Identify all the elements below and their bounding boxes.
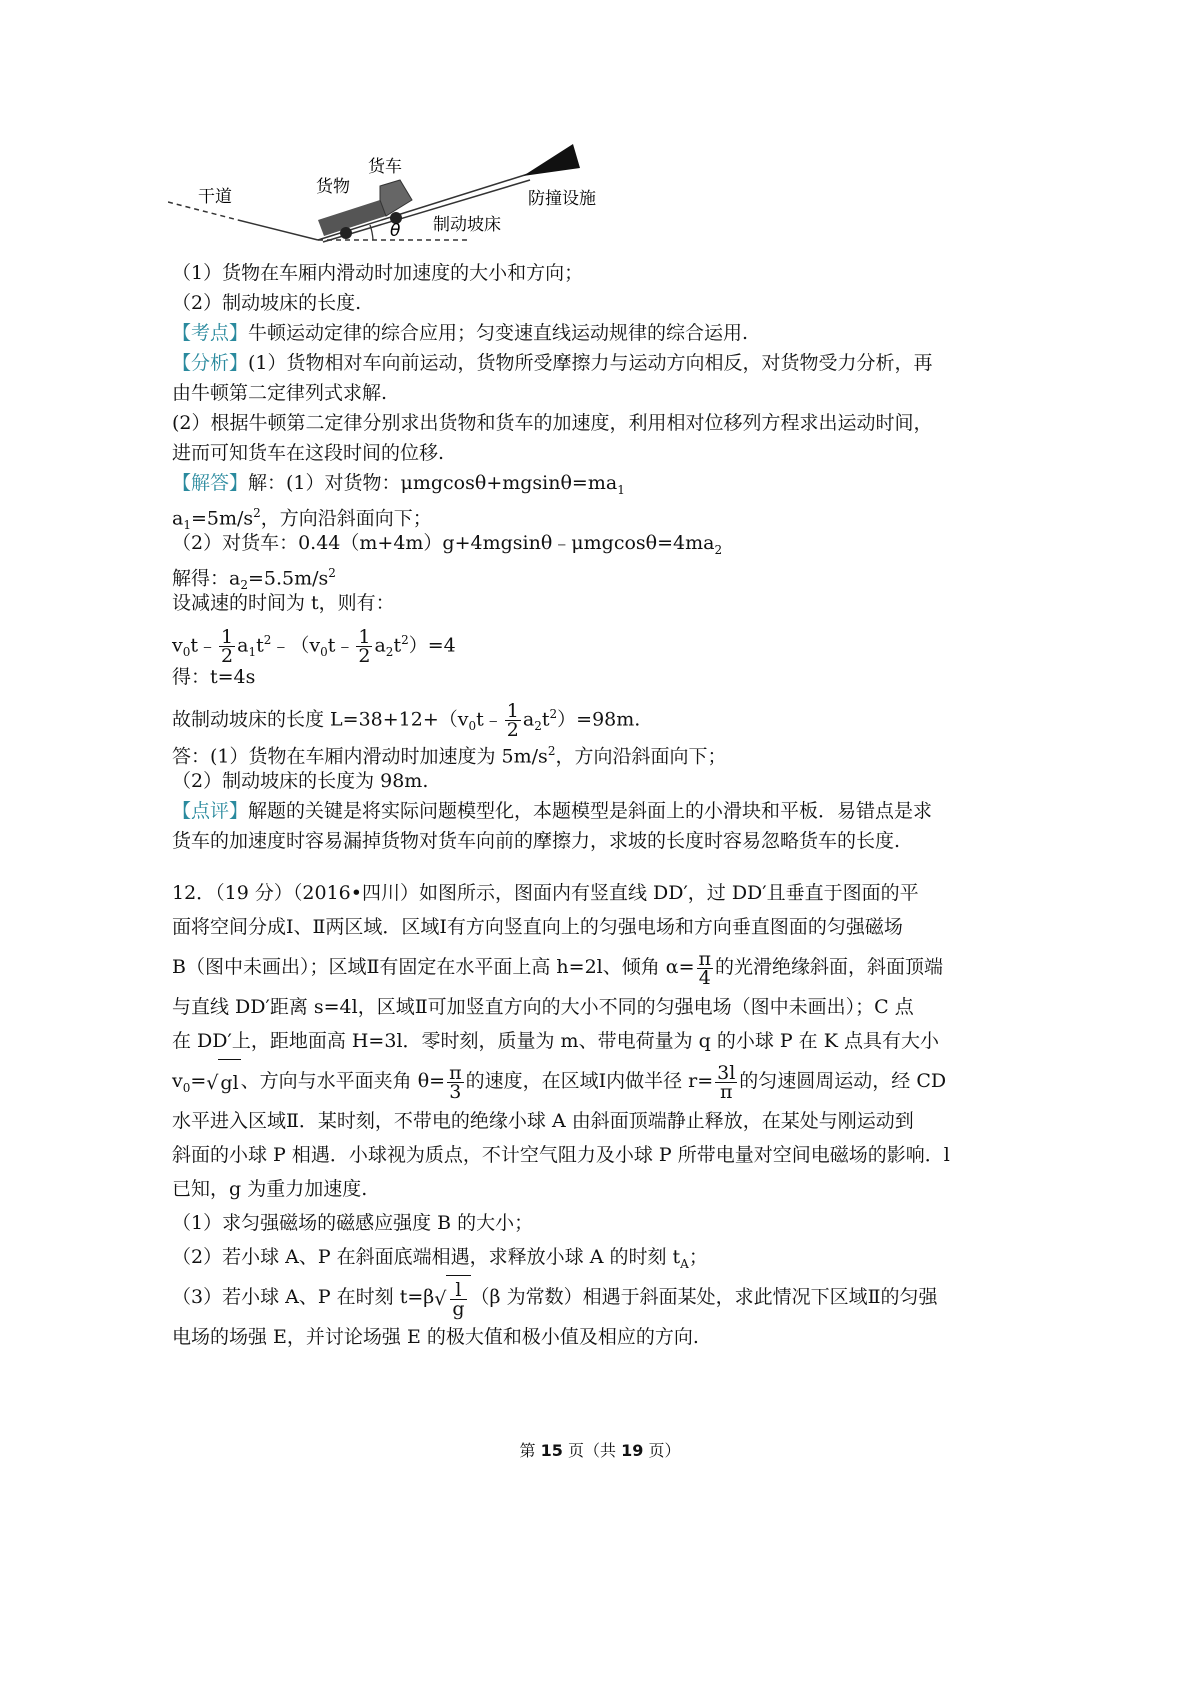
q12-line-7: 水平进入区域Ⅱ．某时刻，不带电的绝缘小球 A 由斜面顶端静止释放，在某处与刚运动到 <box>172 1110 914 1132</box>
a1-value: =5m/s <box>190 507 254 530</box>
jieda-line-1 <box>172 468 1032 498</box>
q12-l3b: 的光滑绝缘斜面，斜面顶端 <box>715 956 944 978</box>
equation-tail: =4 <box>427 634 456 657</box>
jiede-sub: 2 <box>240 578 248 593</box>
length-frac-denominator: 2 <box>506 718 519 741</box>
a1-sup: 2 <box>253 506 261 520</box>
v0-radicand: gl <box>218 1059 240 1106</box>
label-road: 干道 <box>198 187 232 207</box>
theta-frac <box>447 1061 464 1103</box>
kaodian-text: 牛顿运动定律的综合应用；匀变速直线运动规律的综合运用. <box>248 322 749 344</box>
set-t-line: 设减速的时间为 t，则有： <box>172 592 395 614</box>
equation-frac-2 <box>356 625 372 667</box>
label-cargo: 货物 <box>316 177 350 197</box>
q12-s2a: （2）若小球 A、P 在斜面底端相遇，求释放小球 A 的时刻 t <box>172 1246 681 1268</box>
label-truck: 货车 <box>368 157 402 177</box>
q12-l6-eq: = <box>190 1070 207 1092</box>
q12-line-3 <box>172 944 1032 990</box>
alpha-frac-denominator: 4 <box>698 966 711 989</box>
fenxi-line-2: 由牛顿第二定律列式求解. <box>172 382 388 404</box>
q12-line-9: 已知，g 为重力加速度. <box>172 1178 368 1200</box>
equation-line: $v_0t﹣$ $\frac{1}{2}$ $a_1t^2﹣(v_0t﹣$ $\frac{1}{2}$ $a_2t^2)=4$ <box>172 625 456 667</box>
q12-sub-3 <box>172 1274 1032 1320</box>
truck-wheel-rear <box>340 227 352 239</box>
frac-1-denominator: 2 <box>221 644 234 667</box>
footer-mid: 页（共 <box>567 1441 616 1460</box>
barrier-shape <box>523 144 580 176</box>
q12-sub-1: （1）求匀强磁场的磁感应强度 B 的大小； <box>172 1212 534 1234</box>
time-sqrt: √ $\frac{l}{g}$ <box>434 1275 470 1322</box>
fenxi-tag: 【分析】 <box>172 352 249 374</box>
label-ramp: 制动坡床 <box>433 215 501 235</box>
solution-content <box>172 258 1032 1354</box>
question-part-2: （2）制动坡床的长度. <box>172 292 362 314</box>
answer-text-1b: ，方向沿斜面向下； <box>555 745 727 768</box>
footer-page-number: 15 <box>540 1441 563 1460</box>
q12-sub-4: 电场的场强 E，并讨论场强 E 的极大值和极小值及相应的方向. <box>172 1326 699 1348</box>
jieda-text-2: （2）对货车：0.44（m+4m）g+4mgsinθ﹣μmgcosθ=4ma <box>172 532 715 554</box>
length-text: 故制动坡床的长度 L=38+12+（v <box>172 708 469 731</box>
jieda-text-1: 解：(1）对货物：μmgcosθ+mgsinθ=ma <box>248 472 618 494</box>
question-part-1: （1）货物在车厢内滑动时加速度的大小和方向； <box>172 262 584 284</box>
page-footer <box>0 1438 1200 1461</box>
kaodian-line <box>172 318 1032 348</box>
dianping-line-1 <box>172 796 1032 826</box>
theta-frac-denominator: 3 <box>449 1080 462 1103</box>
q12-line-1: 12．（19 分）（2016•四川）如图所示，图面内有竖直线 DD′，过 DD′且垂直于图面的平 <box>172 882 919 904</box>
frac-2-denominator: 2 <box>358 644 371 667</box>
answer-line-1 <box>172 736 1032 766</box>
road-line <box>238 220 318 240</box>
kaodian-tag: 【考点】 <box>172 322 249 344</box>
dianping-tag: 【点评】 <box>172 800 249 822</box>
truck-cabin <box>380 180 412 216</box>
q12-line-5: 在 DD′上，距地面高 H=3l．零时刻，质量为 m、带电荷量为 q 的小球 P 在 K 点具有大小 <box>172 1030 939 1052</box>
alpha-frac-numerator: π <box>698 947 712 970</box>
time-frac-denominator: g <box>452 1298 465 1320</box>
label-angle: θ <box>390 221 401 241</box>
q12-line-6 <box>172 1058 1032 1104</box>
label-barrier: 防撞设施 <box>528 189 596 209</box>
radius-frac-denominator: π <box>719 1080 733 1103</box>
length-frac-numerator: 1 <box>506 699 519 722</box>
q12-l6d: 的匀速圆周运动，经 CD <box>739 1070 947 1092</box>
length-line: 故制动坡床的长度 $L=38+12+(v_0t﹣$ $\frac{1}{2}$ $a_2t^2)=98m$. <box>172 699 641 741</box>
footer-post: 页） <box>648 1441 681 1460</box>
fenxi-line-3: (2）根据牛顿第二定律分别求出货物和货车的加速度，利用相对位移列方程求出运动时间， <box>172 412 933 434</box>
q12-l6-sub: 0 <box>182 1080 191 1095</box>
jieda-tag: 【解答】 <box>172 472 249 494</box>
a1-direction: ，方向沿斜面向下； <box>260 507 432 530</box>
dianping-text-a: 解题的关键是将实际问题模型化，本题模型是斜面上的小滑块和平板．易错点是求 <box>248 800 933 822</box>
a1-symbol: a <box>172 507 184 530</box>
radius-frac <box>715 1061 737 1103</box>
v0-sqrt: √ gl <box>206 1059 240 1106</box>
jieda-2-sub: 2 <box>714 542 723 557</box>
a1-line <box>172 498 1032 533</box>
frac-1-numerator: 1 <box>221 625 234 648</box>
q12-line-8: 斜面的小球 P 相遇．小球视为质点，不计空气阻力及小球 P 所带电量对空间电磁场的影响．l <box>172 1144 950 1166</box>
radius-frac-numerator: 3l <box>717 1061 736 1084</box>
theta-frac-numerator: π <box>449 1061 462 1084</box>
q12-l6b: 、方向与水平面夹角 θ= <box>240 1070 446 1092</box>
a1-sub: 1 <box>183 518 191 533</box>
section-gap <box>172 856 1032 876</box>
q12-l6a: v <box>172 1070 183 1092</box>
fenxi-text-1a: (1）货物相对车向前运动，货物所受摩擦力与运动方向相反，对货物受力分析，再 <box>248 352 933 374</box>
q12-s3a: （3）若小球 A、P 在时刻 t=β <box>172 1286 435 1308</box>
equation-frac-1 <box>219 625 235 667</box>
jiede-sup: 2 <box>328 566 336 580</box>
q12-sub-2 <box>172 1240 1032 1274</box>
q12-l3a: B（图中未画出）；区域Ⅱ有固定在水平面上高 h=2l、倾角 α= <box>172 956 695 978</box>
time-frac-numerator: l <box>450 1281 466 1300</box>
answer-1-sup: 2 <box>547 744 556 758</box>
length-tail: =98m. <box>576 708 641 731</box>
jieda-line-2 <box>172 528 1032 558</box>
length-frac <box>505 699 521 741</box>
truck-ramp-figure <box>168 140 628 260</box>
dianping-line-2: 货车的加速度时容易漏掉货物对货车向前的摩擦力，求坡的长度时容易忽略货车的长度. <box>172 830 901 852</box>
jiede-text: 解得：a <box>172 567 241 590</box>
time-frac <box>450 1281 466 1318</box>
jiede-value: =5.5m/s <box>247 567 329 590</box>
q12-s2-sub: A <box>680 1256 689 1271</box>
footer-pre: 第 <box>519 1441 536 1460</box>
jieda-1-sub: 1 <box>617 482 625 497</box>
alpha-frac <box>697 947 714 989</box>
answer-line-2: （2）制动坡床的长度为 98m. <box>172 770 429 792</box>
q12-s2b: ； <box>688 1246 708 1268</box>
question-12 <box>172 876 1032 1354</box>
fenxi-line-4: 进而可知货车在这段时间的位移. <box>172 442 445 464</box>
jiede-line <box>172 558 1032 593</box>
footer-total-pages: 19 <box>621 1441 644 1460</box>
truck-cargo-bed <box>318 200 386 236</box>
de-line: 得：t=4s <box>172 666 256 688</box>
q12-line-4: 与直线 DD′距离 s=4l，区域Ⅱ可加竖直方向的大小不同的匀强电场（图中未画出）；C 点 <box>172 996 914 1018</box>
fenxi-line-1 <box>172 348 1032 378</box>
answer-text-1a: 答：(1）货物在车厢内滑动时加速度为 5m/s <box>172 745 548 768</box>
q12-s3b: （β 为常数）相遇于斜面某处，求此情况下区域Ⅱ的匀强 <box>470 1286 938 1308</box>
q12-l6c: 的速度，在区域Ⅰ内做半径 r= <box>465 1070 714 1092</box>
q12-line-2: 面将空间分成Ⅰ、Ⅱ两区域．区域Ⅰ有方向竖直向上的匀强电场和方向垂直图面的匀强磁场 <box>172 916 903 938</box>
frac-2-numerator: 1 <box>358 625 371 648</box>
